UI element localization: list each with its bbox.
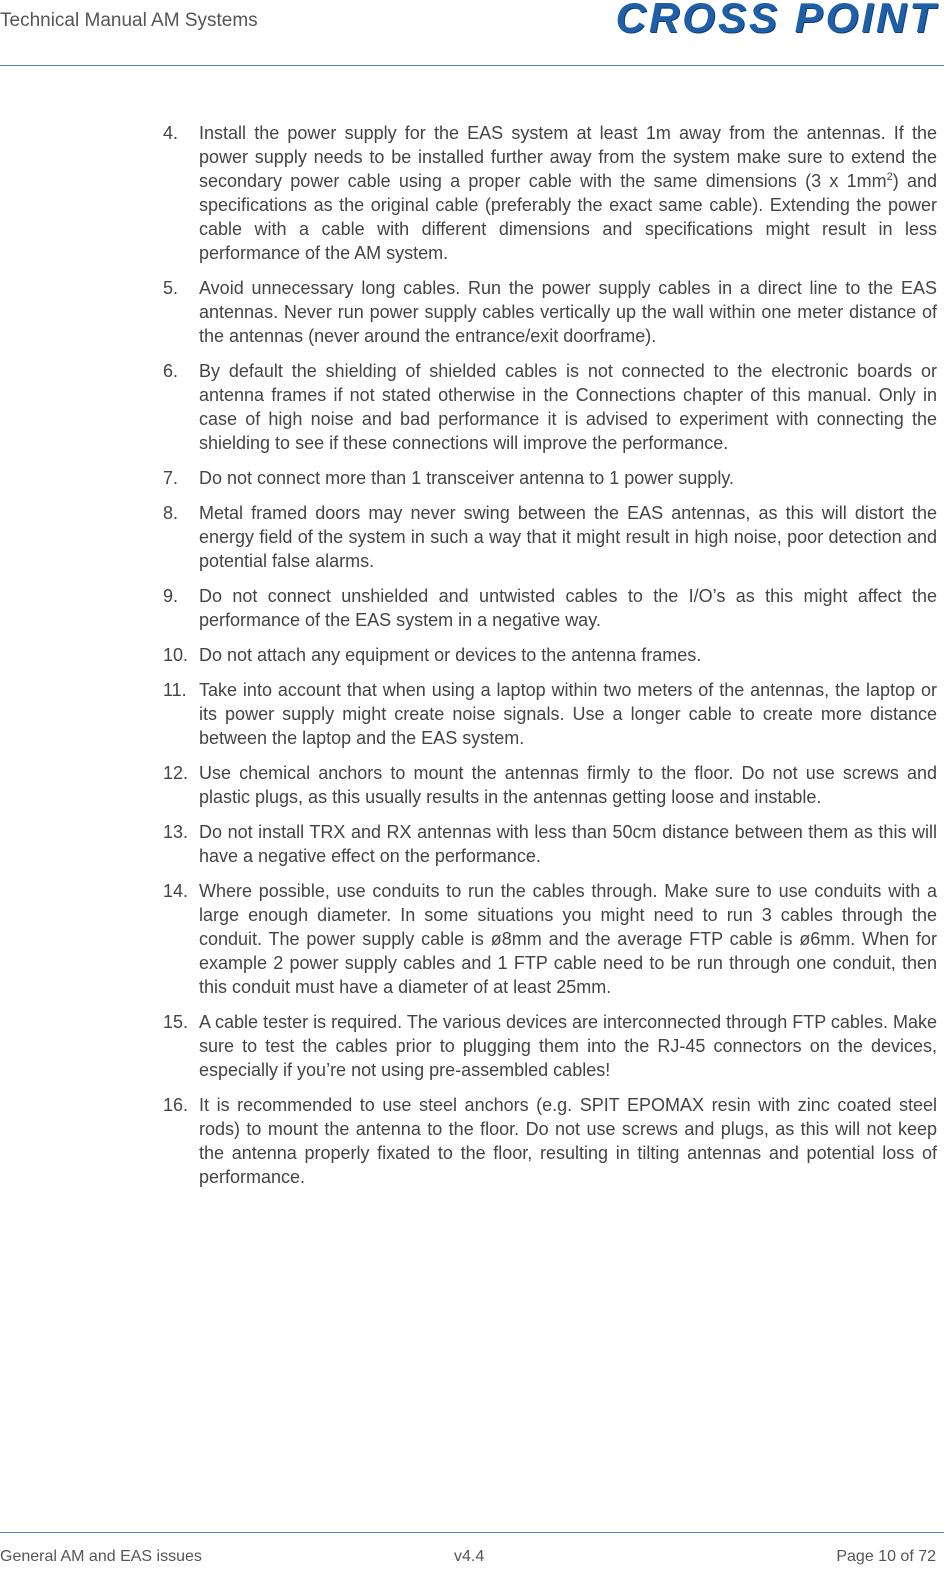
instruction-list — [163, 121, 937, 1200]
list-item — [163, 761, 937, 809]
item-number: 13. — [163, 822, 189, 842]
document-title: Technical Manual AM Systems — [0, 10, 258, 31]
item-text: Install the power supply for the EAS system at least 1m away from the antennas. If the power supply needs to be installed further away from the system make sure to extend the secondary power cable using a proper cable with the same dimensions (3 x $1mm^2$) and specifications as the original cable (preferably the exact same cable). Extending the power cable with a cable with different dimensions and specifications might result in less performance of the AM system. — [199, 123, 937, 263]
superscript: 2 — [886, 171, 893, 183]
item-text: Avoid unnecessary long cables. Run the power supply cables in a direct line to the EAS antennas. Never run power supply cables vertically up the wall within one meter distance of the antennas (never around the entrance/exit doorframe). — [199, 278, 937, 346]
list-item — [163, 1093, 937, 1189]
list-item — [163, 359, 937, 455]
item-number: 8. — [163, 503, 179, 523]
item-text: A cable tester is required. The various devices are interconnected through FTP cables. Make sure to test the cables prior to plugging them into the RJ-45 connectors on the devices, especially if you’re not using pre-assembled cables! — [199, 1012, 937, 1080]
item-number: 11. — [163, 680, 187, 700]
item-number: 12. — [163, 763, 189, 783]
item-number: 7. — [163, 468, 179, 488]
list-item — [163, 276, 937, 348]
list-item — [163, 643, 937, 667]
cross-point-logo: CROSS POINT — [615, 0, 938, 41]
item-text: It is recommended to use steel anchors (e.g. SPIT EPOMAX resin with zinc coated steel rods) to mount the antenna to the floor. Do not use screws and plugs, as this will not keep the antenna properly fixated to the floor, resulting in tilting antennas and potential loss of performance. — [199, 1095, 937, 1187]
list-item — [163, 820, 937, 868]
item-text: Do not install TRX and RX antennas with less than 50cm distance between them as this will have a negative effect on the performance. — [199, 822, 937, 866]
item-number: 16. — [163, 1095, 189, 1115]
list-item — [163, 879, 937, 999]
item-number: 14. — [163, 881, 189, 901]
list-item — [163, 501, 937, 573]
footer-section-title: General AM and EAS issues — [0, 1548, 202, 1565]
list-item — [163, 678, 937, 750]
header-divider — [0, 65, 944, 66]
item-text: Take into account that when using a laptop within two meters of the antennas, the laptop or its power supply might create noise signals. Use a longer cable to create more distance between the laptop and the EAS system. — [199, 680, 937, 748]
item-number: 15. — [163, 1012, 189, 1032]
item-text: Use chemical anchors to mount the antennas firmly to the floor. Do not use screws and plastic plugs, as this usually results in the antennas getting loose and instable. — [199, 763, 937, 807]
footer-page-number: Page 10 of 72 — [836, 1548, 936, 1565]
item-text: Do not connect more than 1 transceiver antenna to 1 power supply. — [199, 468, 734, 488]
list-item — [163, 584, 937, 632]
item-text: Do not attach any equipment or devices to the antenna frames. — [199, 645, 702, 665]
footer-divider — [0, 1532, 944, 1533]
item-text: Do not connect unshielded and untwisted cables to the I/O’s as this might affect the performance of the EAS system in a negative way. — [199, 586, 937, 630]
item-number: 9. — [163, 586, 179, 606]
item-number: 10. — [163, 645, 189, 665]
item-number: 6. — [163, 361, 179, 381]
item-text: Metal framed doors may never swing between the EAS antennas, as this will distort the energy field of the system in such a way that it might result in high noise, poor detection and potential false alarms. — [199, 503, 937, 571]
item-number: 4. — [163, 123, 179, 143]
item-text: By default the shielding of shielded cables is not connected to the electronic boards or antenna frames if not stated otherwise in the Connections chapter of this manual. Only in case of high noise and bad performance it is advised to experiment with connecting the shielding to see if these connections will improve the performance. — [199, 361, 937, 453]
item-number: 5. — [163, 278, 179, 298]
item-text: Where possible, use conduits to run the cables through. Make sure to use conduits with a large enough diameter. In some situations you might need to run 3 cables through the conduit. The power supply cable is ø8mm and the average FTP cable is ø6mm. When for example 2 power supply cables and 1 FTP cable need to be run through one conduit, then this conduit must have a diameter of at least 25mm. — [199, 881, 937, 997]
footer-version: v4.4 — [454, 1548, 485, 1565]
list-item — [163, 1010, 937, 1082]
list-item — [163, 121, 937, 265]
list-item — [163, 466, 937, 490]
